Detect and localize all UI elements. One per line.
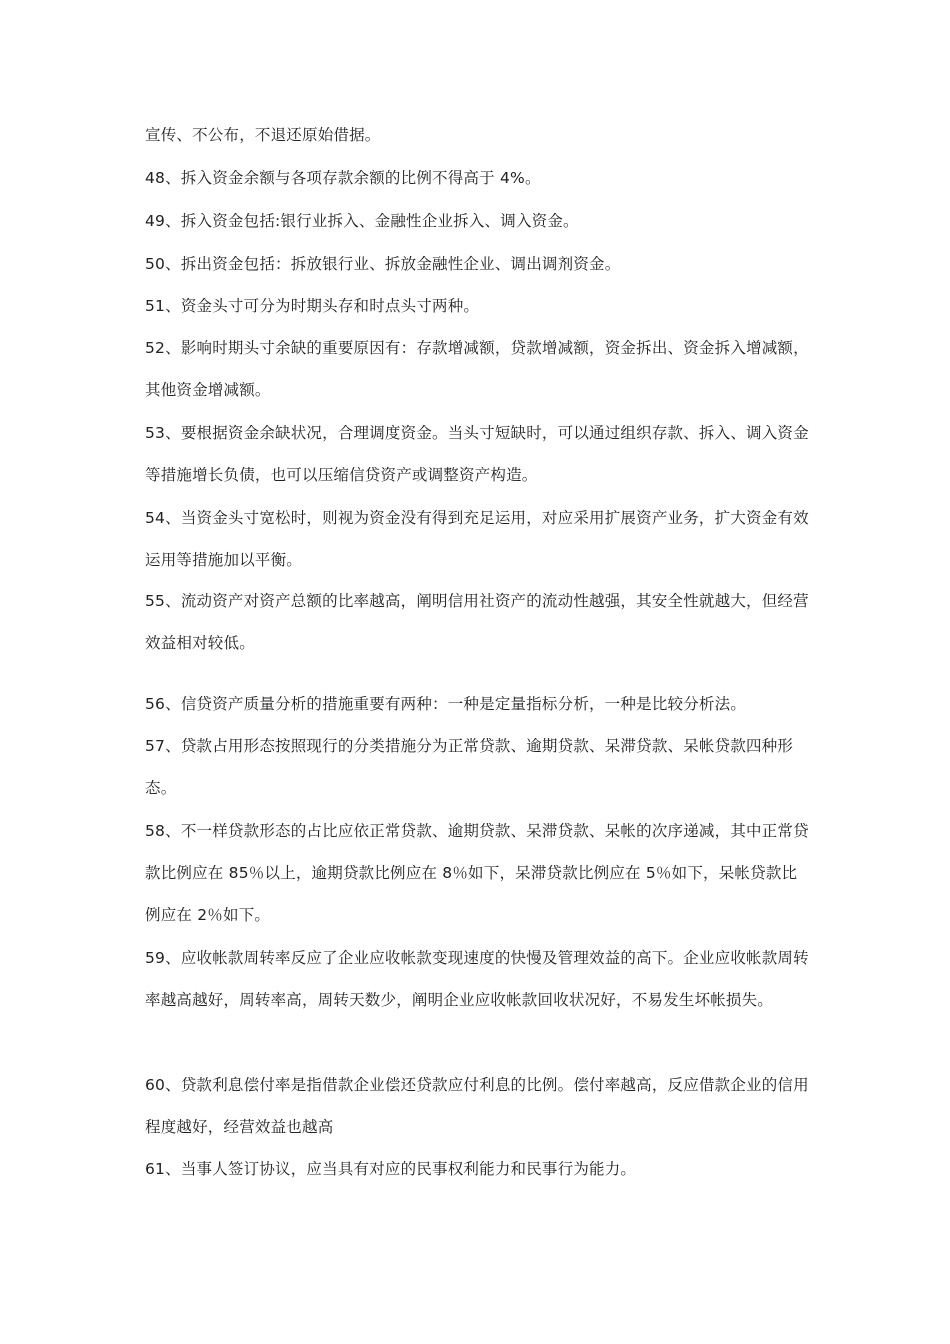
paragraph-49: 49、拆入资金包括:银行业拆入、金融性企业拆入、调入资金。 [145,212,579,230]
paragraph-52: 52、影响时期头寸余缺的重要原因有：存款增减额，贷款增减额，资金拆出、资金拆入增减额，其他资金增减额。 [145,339,809,399]
paragraph-57: 57、贷款占用形态按照现行的分类措施分为正常贷款、逾期贷款、呆滞贷款、呆帐贷款四种形态。 [145,737,794,797]
paragraph: 宣传、不公布，不退还原始借据。 [145,126,381,144]
paragraph-58: 58、不一样贷款形态的占比应依正常贷款、逾期贷款、呆滞贷款、呆帐的次序递减，其中正常贷款比例应在 85％以上，逾期贷款比例应在 8％如下，呆滞贷款比例应在 5％如下，呆帐贷款比例应在 2％如下。 [145,822,809,924]
paragraph-50: 50、拆出资金包括：拆放银行业、拆放金融性企业、调出调剂资金。 [145,255,621,273]
paragraph-48: 48、拆入资金余额与各项存款余额的比例不得高于 4%。 [145,169,541,187]
paragraph-59: 59、应收帐款周转率反应了企业应收帐款变现速度的快慢及管理效益的高下。企业应收帐款周转率越高越好，周转率高，周转天数少，阐明企业应收帐款回收状况好，不易发生坏帐损失。 [145,949,809,1009]
paragraph-55: 55、流动资产对资产总额的比率越高，阐明信用社资产的流动性越强，其安全性就越大，但经营效益相对较低。 [145,592,809,652]
paragraph-61: 61、当事人签订协议，应当具有对应的民事权利能力和民事行为能力。 [145,1160,637,1178]
paragraph-54: 54、当资金头寸宽松时，则视为资金没有得到充足运用，对应采用扩展资产业务，扩大资金有效运用等措施加以平衡。 [145,509,809,569]
paragraph-60: 60、贷款利息偿付率是指借款企业偿还贷款应付利息的比例。偿付率越高，反应借款企业的信用程度越好，经营效益也越高 [145,1076,809,1136]
paragraph-53: 53、要根据资金余缺状况，合理调度资金。当头寸短缺时，可以通过组织存款、拆入、调入资金等措施增长负债，也可以压缩信贷资产或调整资产构造。 [145,424,809,484]
paragraph-51: 51、资金头寸可分为时期头存和时点头寸两种。 [145,297,480,315]
paragraph-56: 56、信贷资产质量分析的措施重要有两种：一种是定量指标分析，一种是比较分析法。 [145,695,747,713]
